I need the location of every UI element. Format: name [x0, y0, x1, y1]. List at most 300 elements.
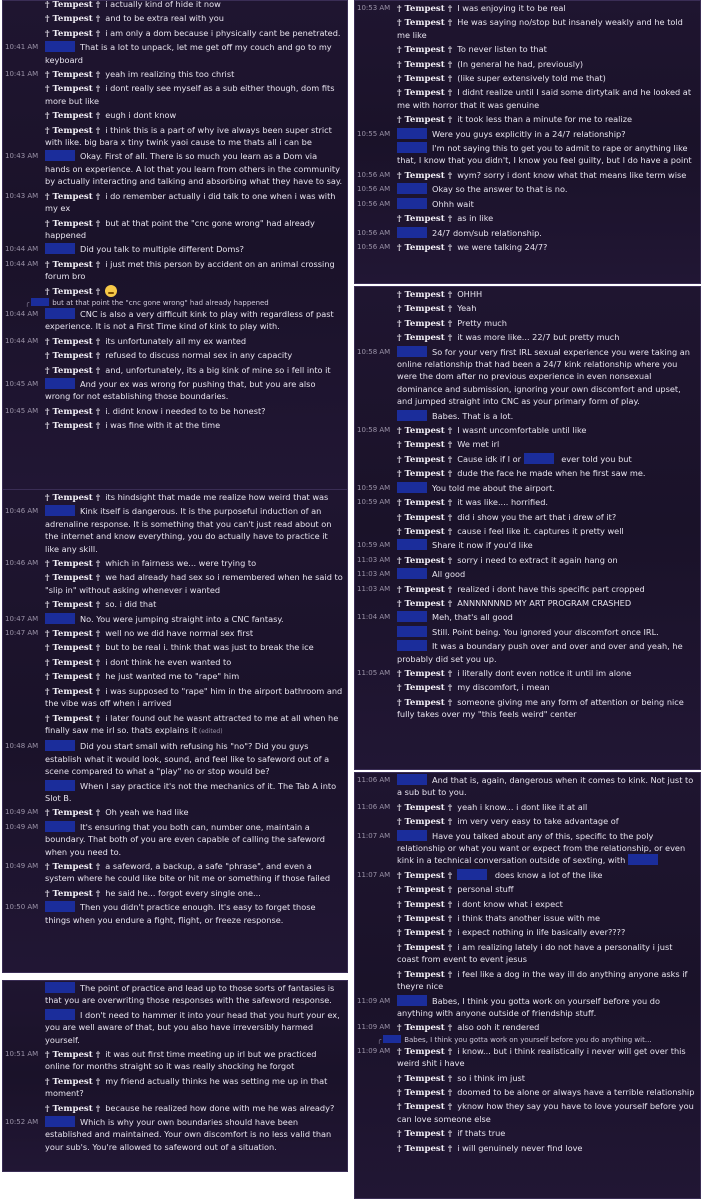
- message-timestamp: 11:09 AM: [357, 1046, 391, 1055]
- message-list: [355, 1, 700, 254]
- message-body: [397, 912, 696, 924]
- message-row[interactable]: [3, 669, 347, 683]
- message-row[interactable]: [355, 1020, 700, 1034]
- message-row[interactable]: [3, 504, 347, 556]
- message-body: [45, 190, 343, 215]
- author-name[interactable]: † Tempest †: [397, 440, 453, 451]
- message-row[interactable]: [3, 81, 347, 108]
- chat-panel-left-1: [2, 0, 348, 490]
- message-row[interactable]: [355, 409, 700, 423]
- message-row[interactable]: [3, 189, 347, 216]
- message-row[interactable]: [3, 67, 347, 81]
- redacted-author-name[interactable]: [397, 227, 427, 238]
- message-row[interactable]: [355, 1099, 700, 1126]
- reply-arrow-icon: ╭: [25, 298, 30, 307]
- message-timestamp: 10:58 AM: [357, 347, 391, 356]
- message-row[interactable]: [3, 1008, 347, 1047]
- chat-panel-right-3: [354, 772, 701, 1199]
- author-name[interactable]: † Tempest †: [397, 584, 453, 595]
- message-row[interactable]: [355, 240, 700, 254]
- message-body: [45, 308, 343, 333]
- author-name[interactable]: † Tempest †: [397, 668, 453, 679]
- author-name[interactable]: † Tempest †: [397, 426, 453, 437]
- message-row[interactable]: [355, 639, 700, 666]
- message-body: [397, 1072, 696, 1084]
- author-name[interactable]: † Tempest †: [45, 14, 101, 25]
- message-row[interactable]: [3, 684, 347, 711]
- message-row[interactable]: [355, 226, 700, 240]
- message-row[interactable]: [3, 711, 347, 740]
- redacted-author-name[interactable]: [45, 505, 75, 516]
- message-row[interactable]: [3, 348, 347, 362]
- message-timestamp: 10:48 AM: [5, 742, 39, 751]
- message-body: [397, 968, 696, 993]
- author-name[interactable]: † Tempest †: [45, 70, 101, 81]
- redacted-author-name[interactable]: [45, 982, 75, 993]
- message-text: Share it now if you'd like: [432, 540, 533, 551]
- message-text: Babes. That is a lot.: [432, 410, 514, 421]
- message-row[interactable]: [3, 626, 347, 640]
- message-body: [397, 995, 696, 1020]
- author-name[interactable]: † Tempest †: [397, 802, 453, 813]
- message-body: [397, 16, 696, 41]
- author-name[interactable]: † Tempest †: [397, 333, 453, 344]
- redacted-author-name[interactable]: [397, 410, 427, 421]
- message-row[interactable]: [355, 553, 700, 567]
- message-row[interactable]: [3, 307, 347, 334]
- message-row[interactable]: [3, 0, 347, 11]
- redacted-author-name[interactable]: [397, 142, 427, 153]
- author-name[interactable]: † Tempest †: [45, 365, 101, 376]
- message-row[interactable]: [355, 287, 700, 301]
- author-name[interactable]: † Tempest †: [397, 555, 453, 566]
- message-row[interactable]: [355, 1, 700, 15]
- message-list: [355, 287, 700, 722]
- message-row[interactable]: [355, 112, 700, 126]
- message-text: i dont know what i expect: [457, 898, 563, 909]
- message-body: [397, 926, 696, 938]
- message-body: [45, 780, 343, 805]
- message-row[interactable]: [355, 141, 700, 168]
- message-row[interactable]: [355, 15, 700, 42]
- author-name[interactable]: † Tempest †: [45, 336, 101, 347]
- redacted-author-name[interactable]: [45, 378, 75, 389]
- author-name[interactable]: † Tempest †: [397, 1087, 453, 1098]
- message-row[interactable]: [3, 257, 347, 284]
- message-row[interactable]: [355, 897, 700, 911]
- message-row[interactable]: [3, 597, 347, 611]
- redacted-author-name[interactable]: [45, 821, 75, 832]
- message-text: That is a lot to unpack, let me get off my couch and go to my keyboard: [45, 42, 332, 65]
- message-text: its hindsight that made me realize how weird that was: [105, 492, 329, 502]
- redacted-author-name[interactable]: [45, 150, 75, 161]
- message-row[interactable]: [355, 57, 700, 71]
- message-body: [397, 1045, 696, 1070]
- message-row[interactable]: [3, 377, 347, 404]
- author-name[interactable]: † Tempest †: [397, 59, 453, 70]
- message-text: i feel like a dog in the way ill do anything anyone asks if theyre nice: [397, 968, 688, 992]
- author-name[interactable]: † Tempest †: [45, 111, 101, 122]
- message-row[interactable]: [355, 538, 700, 552]
- message-row[interactable]: [355, 42, 700, 56]
- message-text: did i show you the art that i drew of it?: [457, 511, 617, 522]
- message-row[interactable]: [3, 363, 347, 377]
- message-row[interactable]: [3, 556, 347, 570]
- message-row[interactable]: [355, 680, 700, 694]
- author-name[interactable]: † Tempest †: [397, 914, 453, 925]
- message-text: it was out first time meeting up irl but we practiced online for months straight so it was really shocking he forgot: [45, 1049, 317, 1072]
- author-name[interactable]: † Tempest †: [45, 1103, 101, 1114]
- message-text: So for your very first IRL sexual experience you were taking an online relationship that had been a 24/7 kink relationship where you were the dom after no previous experience in even nonsexual dominance and submission, ignoring your own discomfort and upset, and jumped straight into CNC as your primary form of play.: [397, 346, 690, 407]
- author-name[interactable]: † Tempest †: [45, 713, 101, 724]
- author-name[interactable]: † Tempest †: [397, 18, 453, 29]
- author-name[interactable]: † Tempest †: [45, 643, 101, 654]
- message-row[interactable]: [355, 127, 700, 141]
- message-row[interactable]: [3, 739, 347, 778]
- message-text: i know... but i think realistically i never will get over this weird shit i have: [397, 1045, 686, 1069]
- redacted-author-name[interactable]: [397, 128, 427, 139]
- message-text: yeah im realizing this too christ: [105, 69, 235, 80]
- message-body: [45, 364, 343, 376]
- message-row[interactable]: [355, 452, 700, 466]
- message-row[interactable]: [355, 197, 700, 211]
- message-text: You told me about the airport.: [432, 482, 555, 493]
- message-body: [397, 410, 696, 422]
- redacted-author-name[interactable]: [45, 740, 75, 751]
- redacted-author-name[interactable]: [397, 198, 427, 209]
- message-body: [45, 124, 343, 149]
- message-text: well no we did have normal sex first: [105, 628, 254, 639]
- message-row[interactable]: [355, 510, 700, 524]
- message-row[interactable]: [3, 1115, 347, 1154]
- author-name[interactable]: † Tempest †: [397, 170, 453, 181]
- reply-arrow-icon: ╭: [377, 1035, 382, 1044]
- message-row[interactable]: [355, 437, 700, 451]
- message-row[interactable]: [355, 1141, 700, 1155]
- author-name[interactable]: † Tempest †: [397, 1046, 453, 1057]
- author-name[interactable]: † Tempest †: [45, 808, 101, 819]
- author-name[interactable]: † Tempest †: [45, 888, 101, 899]
- message-row[interactable]: [355, 1085, 700, 1099]
- message-row[interactable]: [355, 695, 700, 722]
- message-timestamp: 10:59 AM: [357, 483, 391, 492]
- message-text: sorry i need to extract it again hang on: [457, 554, 618, 565]
- message-timestamp: 10:55 AM: [357, 129, 391, 138]
- redacted-author-name[interactable]: [45, 41, 75, 52]
- author-name[interactable]: † Tempest †: [45, 84, 101, 95]
- message-row[interactable]: [355, 423, 700, 437]
- message-list: [355, 773, 700, 1155]
- message-row[interactable]: [3, 11, 347, 25]
- message-row[interactable]: [355, 316, 700, 330]
- message-row[interactable]: [3, 820, 347, 859]
- message-row[interactable]: [355, 940, 700, 967]
- author-name[interactable]: † Tempest †: [397, 942, 453, 953]
- message-text: Meh, that's all good: [432, 612, 513, 623]
- message-row[interactable]: [3, 612, 347, 626]
- author-name[interactable]: † Tempest †: [397, 1129, 453, 1140]
- author-name[interactable]: † Tempest †: [397, 115, 453, 126]
- message-row[interactable]: [355, 911, 700, 925]
- redacted-author-name[interactable]: [397, 482, 427, 493]
- message-row[interactable]: [3, 640, 347, 654]
- author-name[interactable]: † Tempest †: [397, 870, 453, 881]
- message-row[interactable]: [3, 284, 347, 298]
- author-name[interactable]: † Tempest †: [45, 600, 101, 611]
- message-text: a safeword, a backup, a safe "phrase", and even a system where he could like bite or hit me or something if those failed: [45, 860, 331, 884]
- redacted-author-name[interactable]: [45, 613, 75, 624]
- message-text: We met irl: [457, 439, 500, 450]
- author-name[interactable]: † Tempest †: [397, 512, 453, 523]
- message-body: [397, 2, 696, 14]
- message-text: so i think im just: [457, 1072, 525, 1083]
- author-name[interactable]: † Tempest †: [45, 559, 101, 570]
- message-row[interactable]: [3, 805, 347, 819]
- author-name[interactable]: † Tempest †: [397, 74, 453, 85]
- author-name[interactable]: † Tempest †: [397, 1023, 453, 1034]
- message-timestamp: 10:51 AM: [5, 1050, 39, 1059]
- message-body: [45, 243, 343, 255]
- author-name[interactable]: † Tempest †: [45, 573, 101, 584]
- message-row[interactable]: [3, 149, 347, 188]
- message-row[interactable]: [355, 868, 700, 882]
- crying-face-emoji-icon: [105, 285, 117, 297]
- author-name[interactable]: † Tempest †: [45, 686, 101, 697]
- reply-text: Babes, I think you gotta work on yourself before you do anything wit...: [404, 1035, 652, 1044]
- message-row[interactable]: [3, 490, 347, 504]
- message-row[interactable]: [355, 596, 700, 610]
- message-row[interactable]: [355, 481, 700, 495]
- message-row[interactable]: [355, 466, 700, 480]
- message-row[interactable]: [3, 981, 347, 1008]
- message-text: but to be real i. think that was just to break the ice: [105, 642, 314, 653]
- author-name[interactable]: † Tempest †: [45, 0, 101, 10]
- author-name[interactable]: † Tempest †: [45, 218, 101, 229]
- author-name[interactable]: † Tempest †: [397, 290, 453, 300]
- author-name[interactable]: † Tempest †: [397, 598, 453, 609]
- message-row[interactable]: [355, 1044, 700, 1071]
- message-row[interactable]: [3, 779, 347, 806]
- message-text: someone giving me any form of attention or being nice fully takes over my "this feels weird" center: [397, 696, 684, 720]
- message-timestamp: 10:58 AM: [357, 426, 391, 435]
- message-text: All good: [432, 569, 466, 580]
- redacted-author-name[interactable]: [45, 1009, 75, 1020]
- message-row[interactable]: [355, 925, 700, 939]
- message-body: [397, 128, 696, 140]
- message-row[interactable]: [355, 1126, 700, 1140]
- message-row[interactable]: [355, 582, 700, 596]
- author-name[interactable]: † Tempest †: [45, 629, 101, 640]
- author-name[interactable]: † Tempest †: [397, 969, 453, 980]
- message-timestamp: 10:45 AM: [5, 406, 39, 415]
- message-row[interactable]: [3, 334, 347, 348]
- message-row[interactable]: [3, 570, 347, 597]
- author-name[interactable]: † Tempest †: [397, 498, 453, 509]
- author-name[interactable]: † Tempest †: [45, 125, 101, 136]
- message-row[interactable]: [355, 610, 700, 624]
- message-row[interactable]: [3, 404, 347, 418]
- author-name[interactable]: † Tempest †: [397, 88, 453, 99]
- author-name[interactable]: † Tempest †: [397, 817, 453, 828]
- message-row[interactable]: [355, 994, 700, 1021]
- author-name[interactable]: † Tempest †: [45, 28, 101, 39]
- message-row[interactable]: [3, 123, 347, 150]
- message-text: refused to discuss normal sex in any capacity: [105, 350, 293, 361]
- author-name[interactable]: † Tempest †: [397, 214, 453, 225]
- message-timestamp: 10:47 AM: [5, 614, 39, 623]
- author-name[interactable]: † Tempest †: [397, 318, 453, 329]
- author-name[interactable]: † Tempest †: [45, 1050, 101, 1061]
- message-row[interactable]: [355, 495, 700, 509]
- message-text: it took less than a minute for me to realize: [457, 114, 633, 125]
- author-name[interactable]: † Tempest †: [397, 1143, 453, 1154]
- message-timestamp: 10:47 AM: [5, 629, 39, 638]
- redacted-author-name[interactable]: [45, 780, 75, 791]
- redacted-author-name[interactable]: [397, 346, 427, 357]
- message-timestamp: 10:49 AM: [5, 861, 39, 870]
- redacted-author-name[interactable]: [397, 568, 427, 579]
- author-name[interactable]: † Tempest †: [45, 861, 101, 872]
- author-name[interactable]: † Tempest †: [45, 493, 101, 503]
- author-name[interactable]: † Tempest †: [397, 697, 453, 708]
- message-row[interactable]: [355, 71, 700, 85]
- message-row[interactable]: [3, 26, 347, 40]
- redacted-author-name[interactable]: [45, 243, 75, 254]
- message-row[interactable]: [355, 211, 700, 225]
- message-row[interactable]: [3, 886, 347, 900]
- message-row[interactable]: [3, 1074, 347, 1101]
- redacted-author-name[interactable]: [397, 183, 427, 194]
- author-name[interactable]: † Tempest †: [397, 304, 453, 315]
- message-body: [397, 667, 696, 679]
- message-row[interactable]: [355, 814, 700, 828]
- message-text: Yeah: [457, 303, 477, 314]
- message-row[interactable]: [355, 345, 700, 409]
- message-row[interactable]: [355, 773, 700, 800]
- message-row[interactable]: [355, 829, 700, 868]
- message-row[interactable]: [355, 524, 700, 538]
- message-timestamp: 10:52 AM: [5, 1118, 39, 1127]
- message-row[interactable]: [3, 655, 347, 669]
- author-name[interactable]: † Tempest †: [397, 899, 453, 910]
- message-row[interactable]: [355, 567, 700, 581]
- message-text: I wasnt uncomfortable until like: [457, 425, 587, 436]
- message-timestamp: 10:46 AM: [5, 507, 39, 516]
- redacted-author-name[interactable]: [45, 1116, 75, 1127]
- message-text: we had already had sex so i remembered when he said to "slip in" without asking whenever i wanted: [45, 572, 343, 595]
- message-text: he just wanted me to "rape" him: [105, 671, 240, 682]
- author-name[interactable]: † Tempest †: [397, 1102, 453, 1113]
- message-row[interactable]: [355, 85, 700, 112]
- author-name[interactable]: † Tempest †: [45, 286, 101, 297]
- redacted-author-name[interactable]: [397, 611, 427, 622]
- message-body: [397, 554, 696, 566]
- author-name[interactable]: † Tempest †: [397, 4, 453, 14]
- message-body: [397, 640, 696, 665]
- redacted-author-name[interactable]: [397, 995, 427, 1006]
- message-body: [45, 150, 343, 187]
- message-row[interactable]: [355, 800, 700, 814]
- message-text: i actually kind of hide it now: [105, 0, 221, 9]
- author-name[interactable]: † Tempest †: [397, 469, 453, 480]
- message-row[interactable]: [3, 900, 347, 927]
- author-name[interactable]: † Tempest †: [397, 454, 453, 465]
- message-body: [397, 288, 696, 300]
- chat-panel-left-2: [2, 489, 348, 973]
- message-row[interactable]: [355, 1071, 700, 1085]
- redacted-avatar: [383, 1035, 401, 1043]
- author-name[interactable]: † Tempest †: [45, 421, 101, 432]
- redacted-author-name[interactable]: [397, 640, 427, 651]
- author-name[interactable]: † Tempest †: [397, 526, 453, 537]
- redacted-author-name[interactable]: [397, 626, 427, 637]
- message-list: [3, 981, 347, 1154]
- message-text: Were you guys explicitly in a 24/7 relationship?: [432, 128, 626, 139]
- author-name[interactable]: † Tempest †: [397, 1073, 453, 1084]
- author-name[interactable]: † Tempest †: [397, 928, 453, 939]
- author-name[interactable]: † Tempest †: [45, 406, 101, 417]
- message-row[interactable]: [3, 108, 347, 122]
- message-row[interactable]: [3, 40, 347, 67]
- message-row[interactable]: [355, 330, 700, 344]
- message-row[interactable]: [355, 301, 700, 315]
- author-name[interactable]: † Tempest †: [45, 259, 101, 270]
- author-name[interactable]: † Tempest †: [45, 191, 101, 202]
- message-body: [397, 696, 696, 721]
- author-name[interactable]: † Tempest †: [397, 683, 453, 694]
- message-body: [45, 1116, 343, 1153]
- author-name[interactable]: † Tempest †: [45, 657, 101, 668]
- message-timestamp: 10:59 AM: [357, 541, 391, 550]
- reply-preview[interactable]: [25, 298, 347, 307]
- message-timestamp: 10:56 AM: [357, 199, 391, 208]
- message-row[interactable]: [355, 168, 700, 182]
- message-text: i expect nothing in life basically ever????: [457, 927, 626, 938]
- message-body: [397, 1100, 696, 1125]
- redacted-author-name[interactable]: [397, 830, 427, 841]
- reply-preview[interactable]: [377, 1035, 700, 1044]
- message-row[interactable]: [355, 882, 700, 896]
- message-row[interactable]: [3, 1047, 347, 1074]
- author-name[interactable]: † Tempest †: [397, 45, 453, 56]
- message-timestamp: 10:44 AM: [5, 336, 39, 345]
- message-body: [45, 613, 343, 625]
- redacted-author-name[interactable]: [45, 308, 75, 319]
- message-row[interactable]: [3, 859, 347, 886]
- author-name[interactable]: † Tempest †: [45, 672, 101, 683]
- message-body: [45, 491, 343, 503]
- redacted-author-name[interactable]: [45, 901, 75, 912]
- message-row[interactable]: [3, 1101, 347, 1115]
- redacted-author-name[interactable]: [397, 539, 427, 550]
- message-row[interactable]: [3, 216, 347, 243]
- reply-text: but at that point the "cnc gone wrong" had already happened: [52, 298, 269, 307]
- author-name[interactable]: † Tempest †: [397, 242, 453, 253]
- message-row[interactable]: [355, 625, 700, 639]
- author-name[interactable]: † Tempest †: [397, 885, 453, 896]
- message-text: I'm not saying this to get you to admit to rape or anything like that, I know that you didn't, I know you feel guilty, but I do have a point: [397, 143, 692, 166]
- message-row[interactable]: [355, 182, 700, 196]
- message-row[interactable]: [355, 967, 700, 994]
- author-name[interactable]: † Tempest †: [45, 351, 101, 362]
- message-row[interactable]: [3, 242, 347, 256]
- redacted-author-name[interactable]: [397, 774, 427, 785]
- message-body: [45, 68, 343, 80]
- message-timestamp: 10:41 AM: [5, 43, 39, 52]
- message-row[interactable]: [3, 418, 347, 432]
- author-name[interactable]: † Tempest †: [45, 1076, 101, 1087]
- message-row[interactable]: [355, 666, 700, 680]
